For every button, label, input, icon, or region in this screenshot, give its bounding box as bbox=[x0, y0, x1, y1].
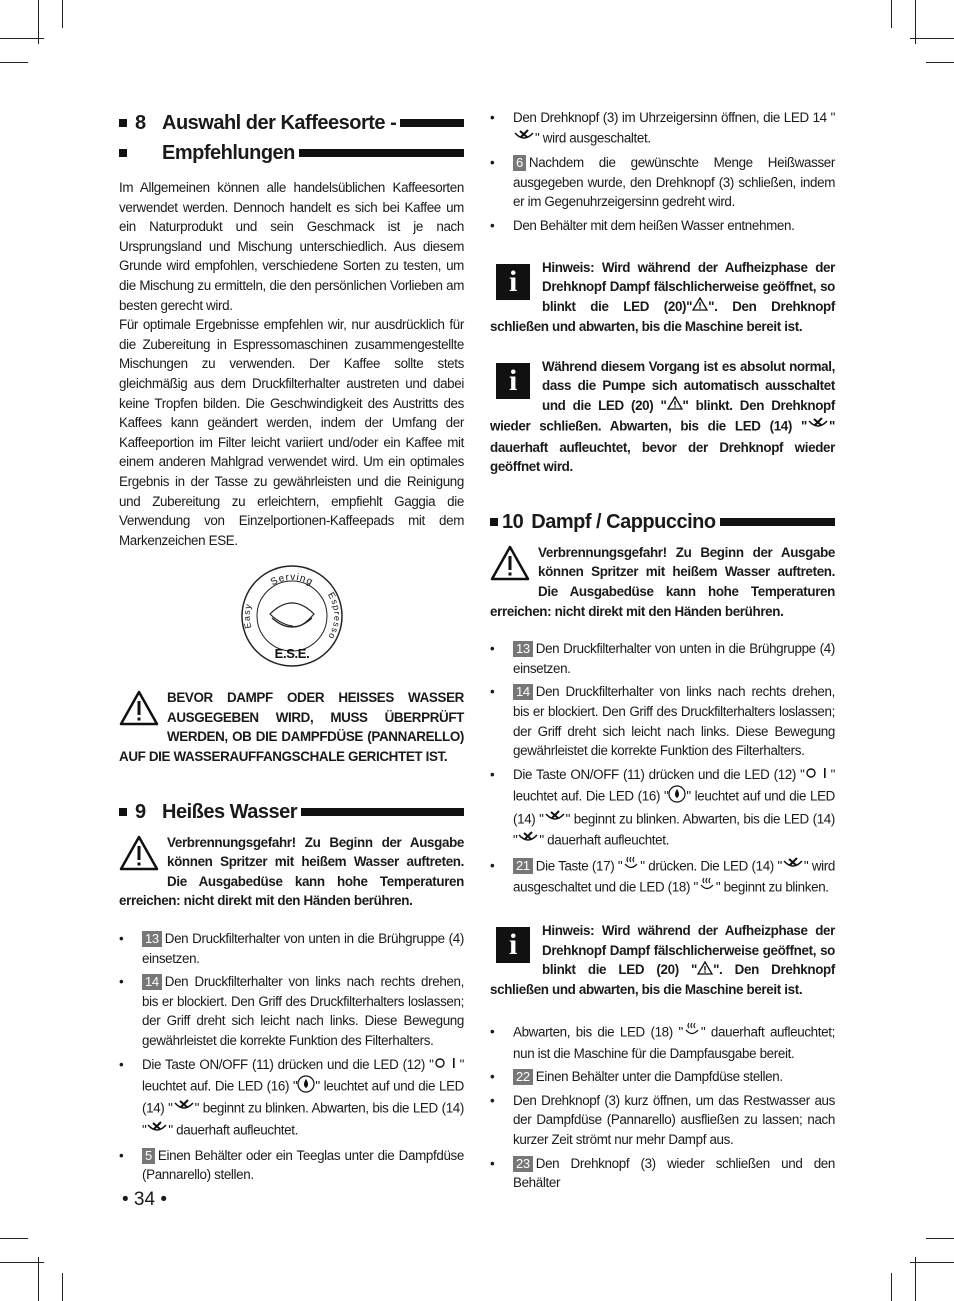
crop-mark bbox=[910, 38, 954, 39]
step-badge: 5 bbox=[142, 1148, 155, 1164]
ese-logo-text: Espresso bbox=[325, 590, 342, 642]
note-text: ". Den Drehknopf schließen und abwarten, bis die Maschine bereit ist. bbox=[490, 298, 835, 334]
step-text: " wird ausgeschaltet und die LED (18) " bbox=[513, 858, 835, 895]
ese-logo-text: Serving bbox=[268, 572, 315, 589]
crop-mark bbox=[0, 1238, 28, 1239]
info-icon: i bbox=[496, 363, 530, 399]
heading-bar bbox=[720, 518, 835, 526]
warning-steam bbox=[119, 688, 464, 766]
info-note bbox=[490, 357, 835, 477]
step-text: Den Druckfilterhalter von unten in die Brühgruppe (4) einsetzen. bbox=[142, 931, 464, 966]
crop-mark bbox=[891, 1273, 892, 1301]
warning-burn bbox=[119, 833, 464, 911]
step-text: " drücken. Die LED (14) " bbox=[640, 858, 782, 874]
steam-steps-cont bbox=[490, 1022, 835, 1193]
step-text: Die Taste ON/OFF (11) drücken und die LED (12) " bbox=[513, 766, 805, 782]
warning-triangle-icon bbox=[667, 396, 683, 416]
heading-bar bbox=[301, 808, 464, 816]
step-text: " leuchtet auf. Die LED (16) " bbox=[513, 766, 835, 804]
step-text: " leuchtet auf und die LED (14) " bbox=[142, 1078, 464, 1116]
step-text: " beginnt zu blinken. bbox=[715, 879, 829, 895]
note-text: Hinweis: Wird während der Aufheizphase der Drehknopf Dampf fälschlicherweise geöffnet, so blinkt die LED (20) " bbox=[542, 922, 835, 978]
section-number: 9 bbox=[135, 800, 146, 823]
step-text: Die Taste ON/OFF (11) drücken und die LED (12) " bbox=[142, 1056, 434, 1072]
warning-text: Verbrennungsgefahr! Zu Beginn der Ausgabe können Spritzer mit heißem Wasser auftreten. Die Ausgabedüse kann hohe Temperaturen erreichen: nicht direkt mit den Händen berühren. bbox=[119, 834, 464, 909]
hot-water-steps-cont bbox=[490, 108, 835, 236]
step-text: Einen Behälter unter die Dampfdüse stellen. bbox=[535, 1069, 783, 1085]
list-item bbox=[490, 639, 835, 678]
step-badge: 14 bbox=[513, 684, 533, 700]
section-number: 10 bbox=[502, 510, 524, 533]
cup-icon bbox=[513, 128, 535, 150]
list-item bbox=[490, 216, 835, 236]
step-text: Den Drehknopf (3) kurz öffnen, um das Restwasser aus der Dampfdüse (Pannarello) ausfließen zu lassen; nach kurzer Zeit strömt nur mehr Dampf aus. bbox=[513, 1092, 835, 1147]
section-10-heading bbox=[490, 507, 835, 537]
list-item bbox=[490, 1022, 835, 1063]
steam-icon bbox=[698, 877, 716, 899]
left-column bbox=[119, 108, 464, 1189]
list-item bbox=[490, 1154, 835, 1193]
step-text: Die Taste (17) " bbox=[535, 858, 623, 874]
hot-water-steps bbox=[119, 929, 464, 1185]
crop-mark bbox=[62, 0, 63, 28]
list-item bbox=[490, 1091, 835, 1150]
paragraph: Im Allgemeinen können alle handelsüblichen Kaffeesorten verwendet werden. Dennoch handelt es sich bei Kaffee um ein Naturprodukt und sein Geschmack ist je nach Ursprungsland und Mischung unterschiedlich. Aus diesem Grunde wird empfohlen, verschiedene Sorten zu testen, um die Mischung zu ermitteln, die den persönlichen Vorlieben am besten gerecht wird. bbox=[119, 180, 464, 313]
step-text: " beginnt zu blinken. Abwarten, bis die LED (14) " bbox=[513, 810, 835, 848]
crop-mark bbox=[62, 1273, 63, 1301]
power-icon bbox=[805, 765, 831, 785]
section-title: Heißes Wasser bbox=[162, 800, 298, 823]
list-item bbox=[119, 1055, 464, 1142]
crop-mark bbox=[38, 0, 39, 44]
right-column bbox=[490, 108, 835, 1197]
page-number: • 34 • bbox=[122, 1189, 167, 1210]
step-badge: 13 bbox=[142, 931, 162, 947]
cup-icon bbox=[173, 1098, 195, 1120]
list-item bbox=[490, 108, 835, 149]
step-badge: 6 bbox=[513, 155, 526, 171]
heading-bar bbox=[400, 119, 464, 127]
step-text: " leuchtet auf. Die LED (16) " bbox=[142, 1056, 464, 1094]
ese-logo-text: E.S.E. bbox=[274, 646, 309, 662]
step-text: Den Drehknopf (3) im Uhrzeigersinn öffnen, die LED 14 " bbox=[513, 110, 835, 125]
svg-text:Espresso bbox=[326, 591, 342, 642]
info-icon: i bbox=[496, 927, 530, 963]
step-text: " dauerhaft aufleuchtet. bbox=[168, 1122, 299, 1138]
section-8-heading bbox=[119, 108, 464, 138]
step-text: Abwarten, bis die LED (18) " bbox=[513, 1024, 683, 1040]
cup-icon bbox=[807, 416, 829, 438]
warning-triangle-icon bbox=[697, 961, 713, 981]
section-8-heading-line2 bbox=[119, 138, 464, 168]
section-9-heading bbox=[119, 797, 464, 827]
crop-mark bbox=[891, 0, 892, 28]
step-text: Einen Behälter oder ein Teeglas unter die Dampfdüse (Pannarello) stellen. bbox=[142, 1147, 464, 1183]
note-text: " dauerhaft aufleuchtet, bevor der Drehknopf wieder geöffnet wird. bbox=[490, 418, 835, 475]
svg-text:Easy bbox=[241, 602, 253, 629]
section-title: Auswahl der Kaffeesorte - bbox=[162, 112, 397, 134]
step-badge: 13 bbox=[513, 641, 533, 657]
step-text: " beginnt zu blinken. Abwarten, bis die LED (14) " bbox=[142, 1100, 464, 1138]
step-badge: 14 bbox=[142, 974, 162, 990]
note-text: Hinweis: Wird während der Aufheizphase der Drehknopf Dampf fälschlicherweise geöffnet, so blinkt die LED (20)" bbox=[542, 259, 835, 314]
list-item bbox=[119, 929, 464, 968]
list-item bbox=[119, 1146, 464, 1185]
section-title: Dampf / Cappuccino bbox=[531, 510, 716, 533]
list-item bbox=[490, 856, 835, 899]
note-text: Während diesem Vorgang ist es absolut normal, dass die Pumpe sich automatisch ausschaltet und die LED (20) " bbox=[542, 358, 835, 413]
step-text: Nachdem die gewünschte Menge Heißwasser ausgegeben wurde, den Drehknopf (3) schließen, indem er im Gegenuhrzeigersinn gedreht wird. bbox=[513, 155, 835, 210]
cup-icon bbox=[544, 809, 566, 831]
warning-text: Verbrennungsgefahr! Zu Beginn der Ausgabe können Spritzer mit heißem Wasser auftreten. Die Ausgabedüse kann hohe Temperaturen erreichen: nicht direkt mit den Händen berühren. bbox=[490, 544, 835, 619]
crop-mark bbox=[915, 0, 916, 44]
steam-icon bbox=[683, 1022, 701, 1044]
step-text: Den Drehknopf (3) wieder schließen und den Behälter bbox=[513, 1155, 835, 1191]
section-title: Empfehlungen bbox=[162, 142, 295, 164]
water-drop-icon bbox=[297, 1075, 315, 1099]
crop-mark bbox=[915, 1257, 916, 1301]
cup-icon bbox=[782, 856, 804, 878]
info-icon: i bbox=[496, 264, 530, 300]
ese-logo-text: Easy bbox=[241, 602, 253, 630]
warning-triangle-icon bbox=[692, 297, 708, 317]
list-item bbox=[119, 972, 464, 1050]
steam-steps bbox=[490, 639, 835, 899]
list-item bbox=[490, 1067, 835, 1087]
heading-square-icon bbox=[119, 119, 127, 127]
list-item bbox=[490, 682, 835, 760]
note-text: " blinkt. Den Drehknopf wieder schließen. Abwarten, bis die LED (14) " bbox=[490, 397, 835, 434]
step-text: Den Behälter mit dem heißen Wasser entnehmen. bbox=[513, 217, 795, 233]
note-text: ". Den Drehknopf schließen und abwarten, bis die Maschine bereit ist. bbox=[490, 962, 835, 998]
crop-mark bbox=[38, 1257, 39, 1301]
step-badge: 23 bbox=[513, 1156, 533, 1172]
section-number: 8 bbox=[135, 112, 146, 134]
list-item bbox=[490, 765, 835, 852]
steam-icon bbox=[622, 856, 640, 878]
warning-triangle-icon bbox=[119, 690, 159, 730]
paragraph: Für optimale Ergebnisse empfehlen wir, nur ausdrücklich für die Zubereitung in Espressomaschinen zusammengestellte Mischungen zu verwenden. Der Kaffee sollte stets gleichmäßig aus dem Druckfilterhalter austreten und dabei keine Tropfen bilden. Die Geschwindigkeit des Austritts des Kaffees kann geändert werden, indem der Umfang der Kaffeeportion im Filter leicht variiert und/oder ein Kaffee mit einem anderen Mahlgrad verwendet wird. Um ein optimales Ergebnis in der Tasse zu gewährleisten und die Reinigung und Zubereitung zu erleichtern, empfiehlt Gaggia die Verwendung von Einzelportionen-Kaffeepads mit dem Markenzeichen ESE. bbox=[119, 317, 464, 548]
power-icon bbox=[434, 1055, 460, 1075]
step-text: " wird ausgeschaltet. bbox=[535, 129, 651, 145]
warning-triangle-icon bbox=[490, 545, 530, 585]
step-text: Den Druckfilterhalter von links nach rechts drehen, bis er blockiert. Den Griff des Druckfilterhalters loslassen; der Griff dreht sich leicht nach links. Diese Bewegung gewährleistet die korrekte Funktion des Filterhalters. bbox=[142, 974, 464, 1048]
info-note bbox=[490, 921, 835, 1000]
water-drop-icon bbox=[668, 785, 686, 809]
crop-mark bbox=[910, 1262, 954, 1263]
info-note bbox=[490, 258, 835, 337]
step-text: Den Druckfilterhalter von links nach rechts drehen, bis er blockiert. Den Griff des Druckfilterhalters loslassen; der Griff dreht sich leicht nach links. Diese Bewegung gewährleistet die korrekte Funktion des Filterhalters. bbox=[513, 684, 835, 759]
heading-bar bbox=[299, 149, 464, 157]
heading-square-icon bbox=[490, 518, 498, 526]
step-text: Den Druckfilterhalter von unten in die Brühgruppe (4) einsetzen. bbox=[513, 641, 835, 676]
step-text: " dauerhaft aufleuchtet; nun ist die Maschine für die Dampfausgabe bereit. bbox=[513, 1024, 835, 1061]
step-text: " dauerhaft aufleuchtet. bbox=[539, 832, 670, 848]
cup-icon bbox=[517, 830, 539, 852]
heading-square-icon bbox=[119, 808, 127, 816]
warning-triangle-icon bbox=[119, 835, 159, 875]
list-item bbox=[490, 153, 835, 212]
crop-mark bbox=[0, 62, 28, 63]
heading-square-icon bbox=[119, 149, 127, 157]
step-badge: 21 bbox=[513, 858, 533, 874]
ese-logo bbox=[240, 564, 344, 668]
crop-mark bbox=[926, 1238, 954, 1239]
warning-burn bbox=[490, 543, 835, 621]
step-text: " leuchtet auf und die LED (14) " bbox=[513, 788, 835, 826]
warning-text: BEVOR DAMPF ODER HEISSES WASSER AUSGEGEBEN WIRD, MUSS ÜBERPRÜFT WERDEN, OB DIE DAMPFDÜSE (PANNARELLO) AUF DIE WASSERAUFFANGSCHALE GERICHTET IST. bbox=[119, 690, 464, 765]
step-badge: 22 bbox=[513, 1069, 533, 1085]
svg-text:Serving bbox=[268, 572, 314, 588]
cup-icon bbox=[146, 1120, 168, 1142]
crop-mark bbox=[926, 62, 954, 63]
